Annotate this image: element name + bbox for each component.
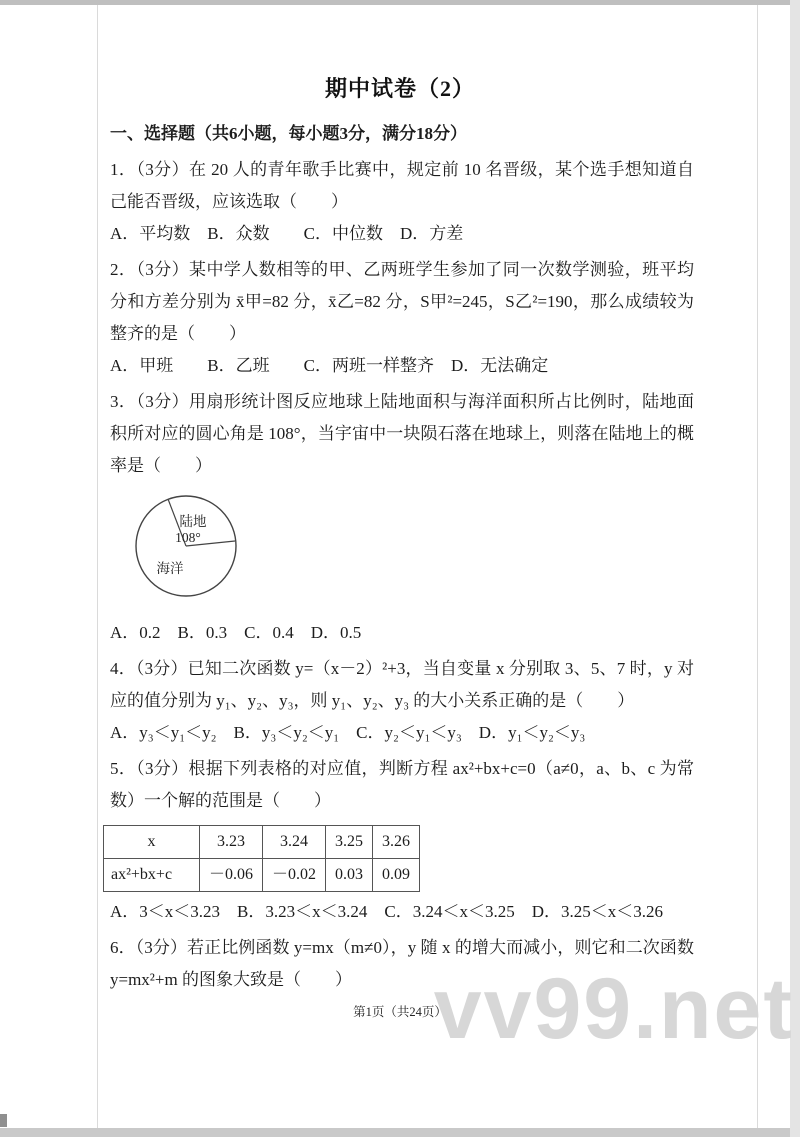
table-cell: ax²+bx+c <box>104 859 200 892</box>
question-5-table <box>103 825 420 892</box>
table-cell: 0.09 <box>373 859 420 892</box>
question-3-text: 3．（3分）用扇形统计图反应地球上陆地面积与海洋面积所占比例时，陆地面积所对应的圆心角是 108°，当宇宙中一块陨石落在地球上，则落在陆地上的概率是（ ） <box>110 392 694 475</box>
exam-content <box>110 116 694 996</box>
table-row <box>104 859 420 892</box>
scan-edge-bottom <box>0 1128 800 1137</box>
pie-label-land: 陆地 <box>179 514 207 529</box>
table-cell: 3.23 <box>200 826 263 859</box>
footer-page-number: 第1页（共24页） <box>353 1005 447 1019</box>
page-border-right <box>757 5 758 1128</box>
question-5-text: 5．（3分）根据下列表格的对应值，判断方程 ax²+bx+c=0（a≠0，a、b、c 为常数）一个解的范围是（ ） <box>110 759 694 810</box>
section-heading: 一、选择题（共6小题，每小题3分，满分18分） <box>110 124 467 143</box>
question-2-options: A．甲班 B．乙班 C．两班一样整齐 D．无法确定 <box>110 356 549 375</box>
question-2-text: 2．（3分）某中学人数相等的甲、乙两班学生参加了同一次数学测验，班平均分和方差分别为 x̄甲=82 分，x̄乙=82 分，S甲²=245，S乙²=190，那么成绩较为整齐的是（ ） <box>110 260 694 343</box>
table-row <box>104 826 420 859</box>
question-5-options: A．3＜x＜3.23 B．3.23＜x＜3.24 C．3.24＜x＜3.25 D．3.25＜x＜3.26 <box>110 902 663 921</box>
question-1-options: A．平均数 B．众数 C．中位数 D．方差 <box>110 224 464 243</box>
scan-corner-mark <box>0 1114 7 1127</box>
table-cell: x <box>104 826 200 859</box>
table-cell: 3.25 <box>326 826 373 859</box>
question-4-text: 4．（3分）已知二次函数 y=（x－2）²+3，当自变量 x 分别取 3、5、7 时，y 对应的值分别为 y₁、y₂、y₃，则 y₁、y₂、y₃ 的大小关系正确的是（ ） <box>110 659 694 710</box>
page-border-left <box>97 5 98 1128</box>
question-1-text: 1．（3分）在 20 人的青年歌手比赛中，规定前 10 名晋级，某个选手想知道自己能否晋级，应该选取（ ） <box>110 160 694 211</box>
question-3-options: A．0.2 B．0.3 C．0.4 D．0.5 <box>110 623 362 642</box>
table-cell: 3.24 <box>263 826 326 859</box>
question-4-options: A．y₃＜y₁＜y₂ B．y₃＜y₂＜y₁ C．y₂＜y₁＜y₃ D．y₁＜y₂＜y₃ <box>110 723 586 742</box>
table-cell: －0.02 <box>263 859 326 892</box>
pie-label-angle: 108° <box>175 530 201 545</box>
watermark: vv99.net <box>433 961 794 1057</box>
pie-chart <box>114 486 264 604</box>
pie-chart-figure <box>114 486 694 615</box>
table-cell: 3.26 <box>373 826 420 859</box>
table-cell: －0.06 <box>200 859 263 892</box>
table-cell: 0.03 <box>326 859 373 892</box>
question-6-text: 6．（3分）若正比例函数 y=mx（m≠0），y 随 x 的增大而减小，则它和二次函数 y=mx²+m 的图象大致是（ ） <box>110 938 694 989</box>
page-title: 期中试卷（2） <box>324 76 475 101</box>
pie-label-sea: 海洋 <box>156 561 184 576</box>
scan-edge-top <box>0 0 800 5</box>
